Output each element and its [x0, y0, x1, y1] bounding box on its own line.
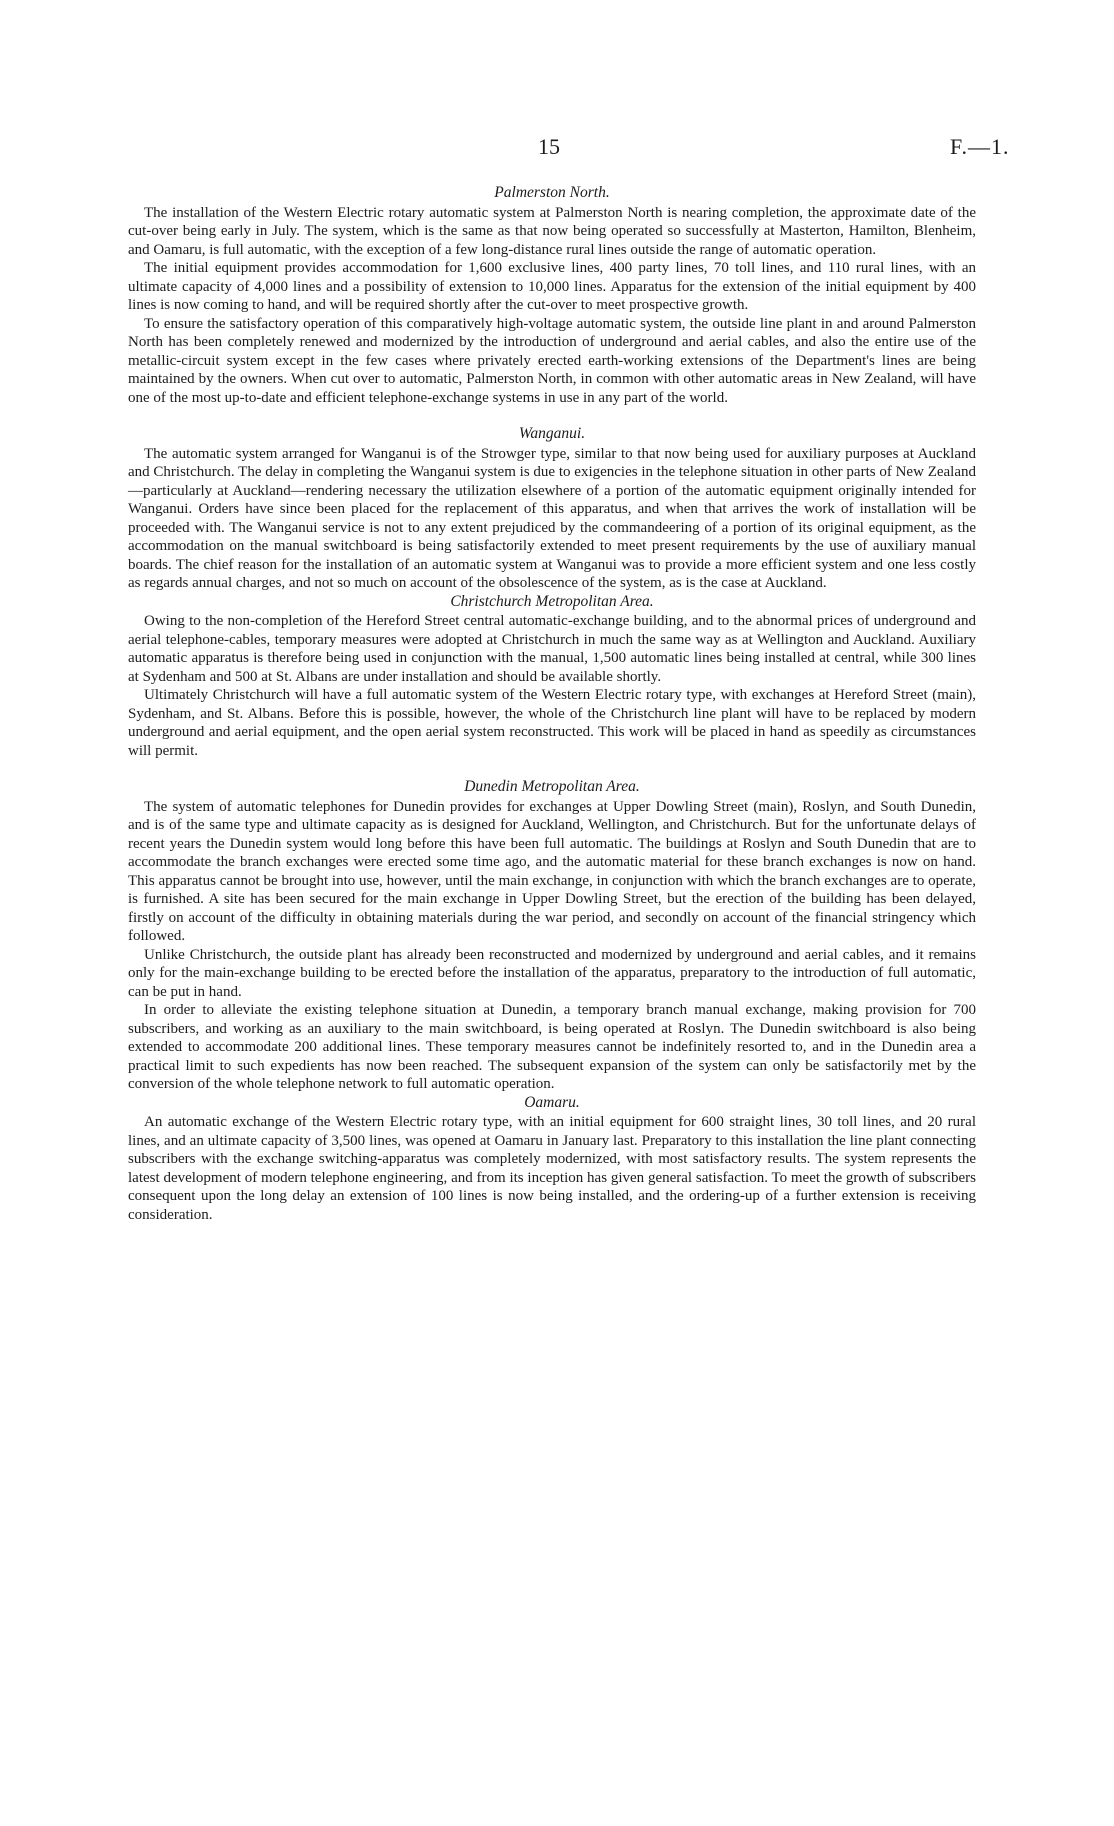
- section-dunedin: [128, 778, 976, 1094]
- section-heading: Palmerston North.: [494, 184, 610, 201]
- section-heading: Oamaru.: [524, 1093, 580, 1111]
- paragraph: In order to alleviate the existing telephone situation at Dunedin, a temporary branch manual exchange, making provision for 700 subscribers, and working as an auxiliary to the main switchboard, is being operated at Roslyn. The Dunedin switchboard is also being extended to accommodate 200 additional lines. These temporary measures cannot be indefinitely resorted to, and in the Dunedin area a practical limit to such expedients has now been reached. The subsequent expansion of the system can only be satisfactorily met by the conversion of the whole telephone network to full automatic operation.: [128, 1002, 976, 1092]
- paragraph: The initial equipment provides accommodation for 1,600 exclusive lines, 400 party lines, 70 toll lines, and 110 rural lines, with an ultimate capacity of 4,000 lines and a possibility of extension to 10,000 lines. Apparatus for the extension of the initial equipment by 400 lines is now coming to hand, and will be required shortly after the cut-over to meet prospective growth.: [128, 260, 976, 313]
- section-oamaru: [128, 1094, 976, 1225]
- paragraph: The system of automatic telephones for Dunedin provides for exchanges at Upper Dowling Street (main), Roslyn, and South Dunedin, and is of the same type and ultimate capacity as is designed for Auckland, Wellington, and Christchurch. But for the unfortunate delays of recent years the Dunedin system would long before this have been full automatic. The buildings at Roslyn and South Dunedin that are to accommodate the branch exchanges were erected some time ago, and the automatic material for these branch exchanges is now on hand. This apparatus cannot be brought into use, however, until the main exchange, in conjunction with which the branch exchanges are to operate, is furnished. A site has been secured for the main exchange in Upper Dowling Street, but the erection of the building has been delayed, firstly on account of the difficulty in obtaining materials during the war period, and secondly on account of the financial stringency which followed.: [128, 798, 976, 944]
- document-reference: F.—1.: [950, 134, 1010, 159]
- section-christchurch: [128, 593, 976, 761]
- body-text: [128, 184, 976, 1224]
- section-heading: Wanganui.: [518, 425, 586, 442]
- paragraph: The installation of the Western Electric rotary automatic system at Palmerston North is nearing completion, the approximate date of the cut-over being early in July. The system, which is the same as that now being operated so successfully at Masterton, Hamilton, Blenheim, and Oamaru, is full automatic, with the exception of a few long-distance rural lines outside the range of automatic operation.: [128, 204, 976, 258]
- paragraph: Ultimately Christchurch will have a full automatic system of the Western Electric rotary type, with exchanges at Hereford Street (main), Sydenham, and St. Albans. Before this is possible, however, the whole of the Christchurch line plant will have to be replaced by modern underground and aerial equipment, and the open aerial system reconstructed. This work will be placed in hand as speedily as circumstances will permit.: [128, 687, 976, 759]
- section-heading: Dunedin Metropolitan Area.: [464, 778, 640, 795]
- paragraph: An automatic exchange of the Western Electric rotary type, with an initial equipment for 600 straight lines, 30 toll lines, and 20 rural lines, and an ultimate capacity of 3,500 lines, was opened at Oamaru in January last. Preparatory to this installation the line plant connecting subscribers with the exchange switching-apparatus was completely modernized, with most satisfactory results. The system represents the latest development of modern telephone engineering, and from its inception has given general satisfaction. To meet the growth of subscribers consequent upon the long delay an extension of 100 lines is now being installed, and the ordering-up of a further extension is receiving consideration.: [128, 1114, 976, 1223]
- paragraph: Unlike Christchurch, the outside plant has already been reconstructed and modernized by underground and aerial cables, and it remains only for the main-exchange building to be erected before the installation of the apparatus, preparatory to the introduction of full automatic, can be put in hand.: [128, 946, 976, 1000]
- paragraph: The automatic system arranged for Wanganui is of the Strowger type, similar to that now being used for auxiliary purposes at Auckland and Christchurch. The delay in completing the Wanganui system is due to exigencies in the telephone situation in other parts of New Zealand—particularly at Auckland—rendering necessary the utilization elsewhere of a portion of the automatic equipment originally intended for Wanganui. Orders have since been placed for the replacement of this apparatus, and when that arrives the work of installation will be proceeded with. The Wanganui service is not to any extent prejudiced by the commandeering of a portion of its original equipment, as the accommodation on the manual switchboard is being satisfactorily extended to meet present requirements by the use of auxiliary manual boards. The chief reason for the installation of an automatic system at Wanganui was to provide a more efficient system and one less costly as regards annual charges, and not so much on account of the obsolescence of the system, as is the case at Auckland.: [128, 445, 976, 591]
- paragraph: To ensure the satisfactory operation of this comparatively high-voltage automatic system, the outside line plant in and around Palmerston North has been completely renewed and modernized by the introduction of underground and aerial cables, and also the entire use of the metallic-circuit system except in the few cases where privately erected earth-working extensions of the Department's lines are being maintained by the owners. When cut over to automatic, Palmerston North, in common with other automatic areas in New Zealand, will have one of the most up-to-date and efficient telephone-exchange systems in use in any part of the world.: [128, 315, 976, 406]
- page-number: 15: [538, 134, 560, 159]
- paragraph: Owing to the non-completion of the Hereford Street central automatic-exchange building, and to the abnormal prices of underground and aerial telephone-cables, temporary measures were adopted at Christchurch in much the same way as at Wellington and Auckland. Auxiliary automatic apparatus is therefore being used in conjunction with the manual, 1,500 automatic lines being installed at central, while 300 lines at Sydenham and 500 at St. Albans are under installation and should be available shortly.: [128, 613, 976, 685]
- section-heading: Christchurch Metropolitan Area.: [450, 592, 654, 610]
- section-wanganui: [128, 425, 976, 593]
- section-palmerston-north: [128, 184, 976, 407]
